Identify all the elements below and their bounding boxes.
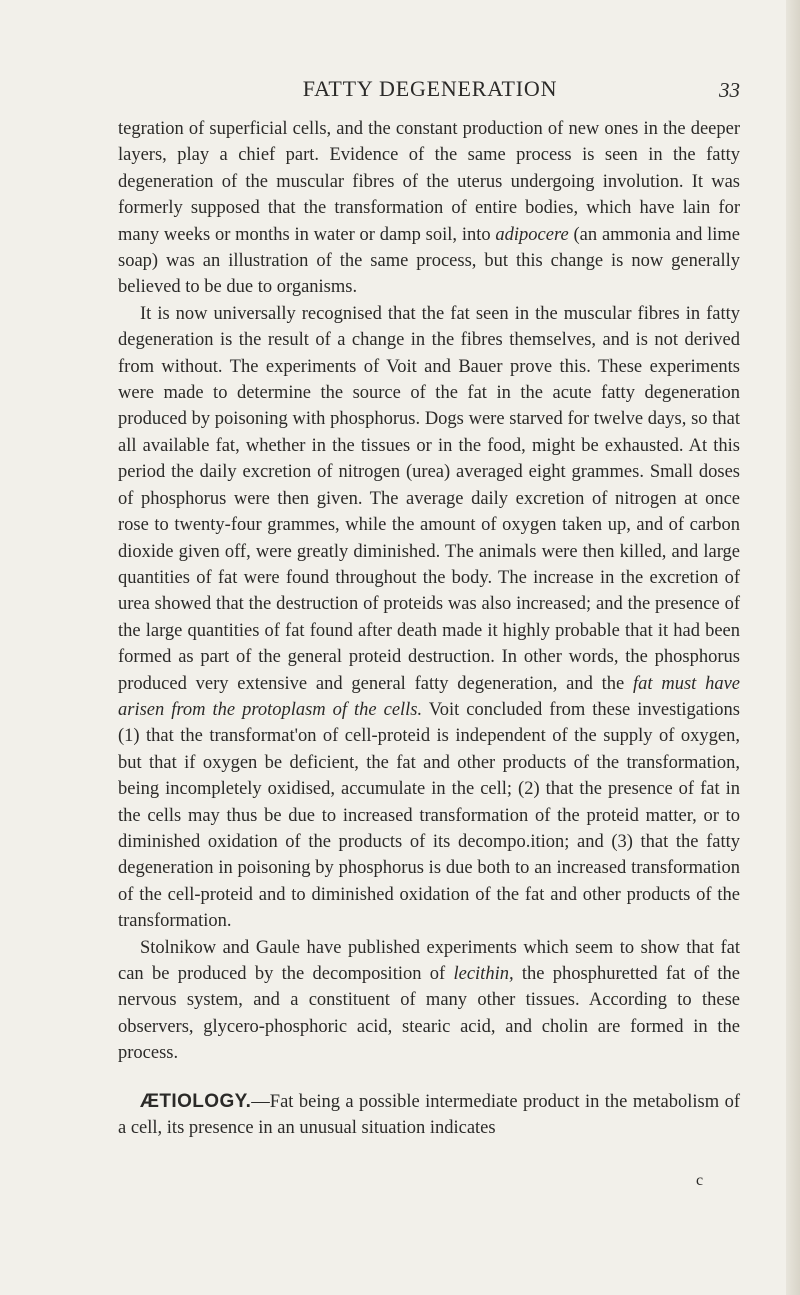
body-text xyxy=(118,116,740,1141)
paragraph-2: It is now universally recognised that the fat seen in the muscular fibres in fatty degeneration is the result of a change in the fibres themselves, and is not derived from without. The experiments of Voit and Bauer prove this. These experiments were made to determine the source of the fat in the acute fatty degeneration produced by poisoning with phosphorus. Dogs were starved for twelve days, so that all available fat, whether in the tissues or in the food, might be exhausted. At this period the daily excretion of nitrogen (urea) averaged eight grammes. Small doses of phosphorus were then given. The average daily excretion of nitrogen at once rose to twenty-four grammes, while the amount of oxygen taken up, and of carbon dioxide given off, were greatly diminished. The animals were then killed, and large quantities of fat were found throughout the body. The increase in the excretion of urea showed that the destruction of proteids was also increased; and the presence of the large quantities of fat found after death made it highly probable that it had been formed as part of the general proteid destruction. In other words, the phosphorus produced very extensive and general fatty degeneration, and the fat must have arisen from the protoplasm of the cells. Voit concluded from these investigations (1) that the transformat'on of cell-proteid is independent of the supply of oxygen, but that if oxygen be deficient, the fat and other products of the transformation, being incompletely oxidised, accumulate in the cell; (2) that the presence of fat in the cells may thus be due to increased transformation of the proteid matter, or to diminished oxidation of the products of its decompo.ition; and (3) that the fatty degeneration in poisoning by phosphorus is due both to an increased transformation of the cell-proteid and to diminished oxidation of the fat and other products of the transformation. xyxy=(118,303,740,932)
paragraph-3: Stolnikow and Gaule have published experiments which seem to show that fat can be produced by the decomposition of lecithin, the phosphuretted fat of the nervous system, and a constituent of many other tissues. According to these observers, glycero-phosphoric acid, stearic acid, and cholin are formed in the process. xyxy=(118,937,741,1064)
italic-term: adipocere xyxy=(495,224,569,245)
running-head: FATTY DEGENERATION xyxy=(302,76,558,101)
section-heading: ÆTIOLOGY. xyxy=(140,1090,252,1112)
paragraph-1: tegration of superficial cells, and the constant production of new ones in the deeper layers, play a chief part. Evidence of the same process is seen in the fatty degeneration of the muscular fibres of the uterus undergoing involution. It was formerly supposed that the transformation of entire bodies, which have lain for many weeks or months in water or damp soil, into adipocere (an ammonia and lime soap) was an illustration of the same process, but this change is now generally believed to be due to organisms. xyxy=(118,119,741,298)
page-number: 33 xyxy=(719,78,740,102)
italic-term: lecithin, xyxy=(453,964,514,984)
italic-phrase: fat must have arisen from the protoplasm of the cells. xyxy=(118,673,740,720)
paragraph-4: ÆTIOLOGY.—Fat being a possible intermediate product in the metabolism of a cell, its presence in an unusual situation indicates xyxy=(118,1090,740,1139)
signature-mark: c xyxy=(696,1172,704,1189)
page-header xyxy=(120,76,740,108)
page-edge xyxy=(786,0,800,1295)
